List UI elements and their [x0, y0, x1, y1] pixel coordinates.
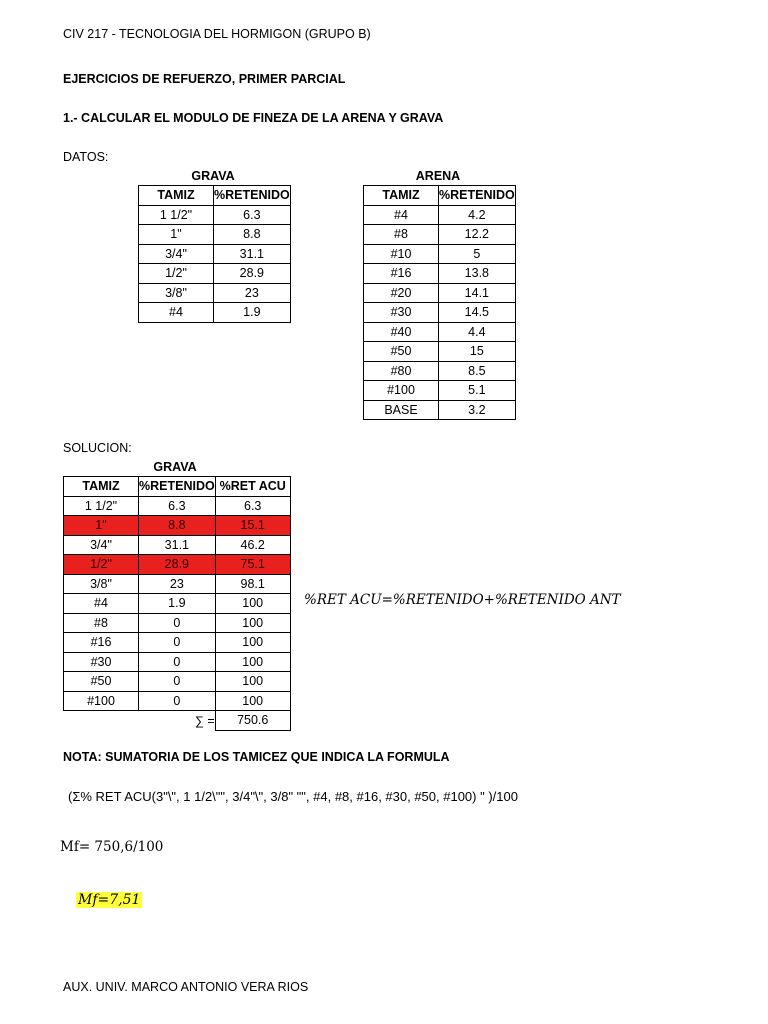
- table-cell: #30: [364, 303, 439, 323]
- column-header: %RETENIDO: [214, 186, 291, 206]
- table-cell: #40: [364, 322, 439, 342]
- table-row: [364, 225, 516, 245]
- datos-label: DATOS:: [63, 150, 109, 164]
- table-cell: #10: [364, 244, 439, 264]
- table-cell: 8.8: [139, 516, 216, 536]
- solucion-table: [63, 476, 291, 731]
- table-cell: 1.9: [214, 303, 291, 323]
- table-cell: 0: [139, 691, 216, 711]
- table-cell: #100: [364, 381, 439, 401]
- table-row: [64, 613, 291, 633]
- table-cell: 8.8: [214, 225, 291, 245]
- table-cell: 28.9: [139, 555, 216, 575]
- table-cell: 1/2": [139, 264, 214, 284]
- table-cell: 1 1/2": [64, 496, 139, 516]
- table-row: [64, 555, 291, 575]
- sum-row: [64, 711, 291, 731]
- table-cell: 100: [215, 613, 290, 633]
- table-cell: #50: [64, 672, 139, 692]
- author-footer: AUX. UNIV. MARCO ANTONIO VERA RIOS: [63, 980, 309, 994]
- table-cell: 1": [139, 225, 214, 245]
- table-cell: 8.5: [439, 361, 516, 381]
- table-cell: 5: [439, 244, 516, 264]
- table-cell: 0: [139, 672, 216, 692]
- table-row: [64, 594, 291, 614]
- table-row: [364, 205, 516, 225]
- table-row: [364, 381, 516, 401]
- sum-expression: (Σ% RET ACU(3"\", 1 1/2\"", 3/4"\", 3/8" "", #4, #8, #16, #30, #50, #100) " )/100: [68, 789, 518, 804]
- table-cell: 1/2": [64, 555, 139, 575]
- table-cell: 23: [214, 283, 291, 303]
- column-header: TAMIZ: [64, 477, 139, 497]
- table-cell: 6.3: [214, 205, 291, 225]
- table-cell: 98.1: [215, 574, 290, 594]
- table-cell: 4.4: [439, 322, 516, 342]
- table-cell: 0: [139, 633, 216, 653]
- table-cell: 3/4": [64, 535, 139, 555]
- table-cell: 100: [215, 594, 290, 614]
- table-cell: 23: [139, 574, 216, 594]
- table-cell: #20: [364, 283, 439, 303]
- table-cell: 13.8: [439, 264, 516, 284]
- table-cell: 1 1/2": [139, 205, 214, 225]
- table-cell: 0: [139, 613, 216, 633]
- arena-data-table: [363, 185, 516, 420]
- sum-label: ∑ =: [195, 713, 215, 728]
- table-row: [364, 264, 516, 284]
- column-header: TAMIZ: [139, 186, 214, 206]
- table-cell: 46.2: [215, 535, 290, 555]
- mf-result: [76, 892, 142, 908]
- table-row: [64, 516, 291, 536]
- table-cell: 31.1: [139, 535, 216, 555]
- table-cell: 100: [215, 691, 290, 711]
- table-row: [64, 672, 291, 692]
- table-cell: 14.5: [439, 303, 516, 323]
- blank-cell: [64, 711, 139, 731]
- table-cell: 100: [215, 652, 290, 672]
- table-cell: 0: [139, 652, 216, 672]
- table-cell: 14.1: [439, 283, 516, 303]
- table-cell: 12.2: [439, 225, 516, 245]
- table-cell: 1": [64, 516, 139, 536]
- table-row: [64, 633, 291, 653]
- table-cell: 5.1: [439, 381, 516, 401]
- arena-caption: ARENA: [415, 169, 461, 183]
- table-cell: 6.3: [139, 496, 216, 516]
- table-cell: 15.1: [215, 516, 290, 536]
- table-cell: 3/4": [139, 244, 214, 264]
- table-cell: #4: [64, 594, 139, 614]
- exercise-subtitle: EJERCICIOS DE REFUERZO, PRIMER PARCIAL: [63, 72, 346, 86]
- table-cell: 4.2: [439, 205, 516, 225]
- mf-result-highlight: Mf=7,51: [78, 892, 141, 908]
- table-row: [364, 322, 516, 342]
- table-row: [64, 652, 291, 672]
- table-row: [64, 496, 291, 516]
- table-row: [364, 342, 516, 362]
- table-cell: 100: [215, 633, 290, 653]
- grava-caption: GRAVA: [191, 169, 235, 183]
- table-cell: 3/8": [139, 283, 214, 303]
- solucion-caption: GRAVA: [153, 460, 197, 474]
- table-cell: 28.9: [214, 264, 291, 284]
- course-title: CIV 217 - TECNOLOGIA DEL HORMIGON (GRUPO B): [63, 27, 371, 41]
- table-cell: 100: [215, 672, 290, 692]
- table-cell: #4: [364, 205, 439, 225]
- table-cell: 3.2: [439, 400, 516, 420]
- table-cell: #8: [364, 225, 439, 245]
- table-row: [364, 244, 516, 264]
- accumulated-formula: %RET ACU=%RETENIDO+%RETENIDO ANT: [304, 592, 621, 608]
- table-row: [139, 303, 291, 323]
- table-cell: #50: [364, 342, 439, 362]
- table-row: [64, 574, 291, 594]
- sum-value: 750.6: [215, 711, 290, 731]
- table-row: [139, 225, 291, 245]
- table-cell: 31.1: [214, 244, 291, 264]
- table-cell: #4: [139, 303, 214, 323]
- table-row: [364, 400, 516, 420]
- table-cell: 15: [439, 342, 516, 362]
- column-header: %RETENIDO: [439, 186, 516, 206]
- table-cell: 1.9: [139, 594, 216, 614]
- mf-calculation: Mf= 750,6/100: [60, 839, 164, 855]
- table-cell: #16: [64, 633, 139, 653]
- table-cell: #80: [364, 361, 439, 381]
- table-cell: #8: [64, 613, 139, 633]
- table-row: [139, 264, 291, 284]
- table-row: [364, 303, 516, 323]
- table-cell: #30: [64, 652, 139, 672]
- table-cell: BASE: [364, 400, 439, 420]
- table-row: [64, 691, 291, 711]
- table-cell: 6.3: [215, 496, 290, 516]
- solucion-label: SOLUCION:: [63, 441, 132, 455]
- table-row: [139, 244, 291, 264]
- column-header: %RETENIDO: [139, 477, 216, 497]
- table-row: [139, 205, 291, 225]
- table-cell: 3/8": [64, 574, 139, 594]
- table-cell: 75.1: [215, 555, 290, 575]
- table-cell: #100: [64, 691, 139, 711]
- table-row: [139, 283, 291, 303]
- nota-text: NOTA: SUMATORIA DE LOS TAMICEZ QUE INDICA LA FORMULA: [63, 750, 450, 764]
- column-header: %RET ACU: [215, 477, 290, 497]
- table-row: [64, 535, 291, 555]
- column-header: TAMIZ: [364, 186, 439, 206]
- problem-statement: 1.- CALCULAR EL MODULO DE FINEZA DE LA ARENA Y GRAVA: [63, 111, 444, 125]
- table-row: [364, 361, 516, 381]
- table-row: [364, 283, 516, 303]
- grava-data-table: [138, 185, 291, 323]
- table-cell: #16: [364, 264, 439, 284]
